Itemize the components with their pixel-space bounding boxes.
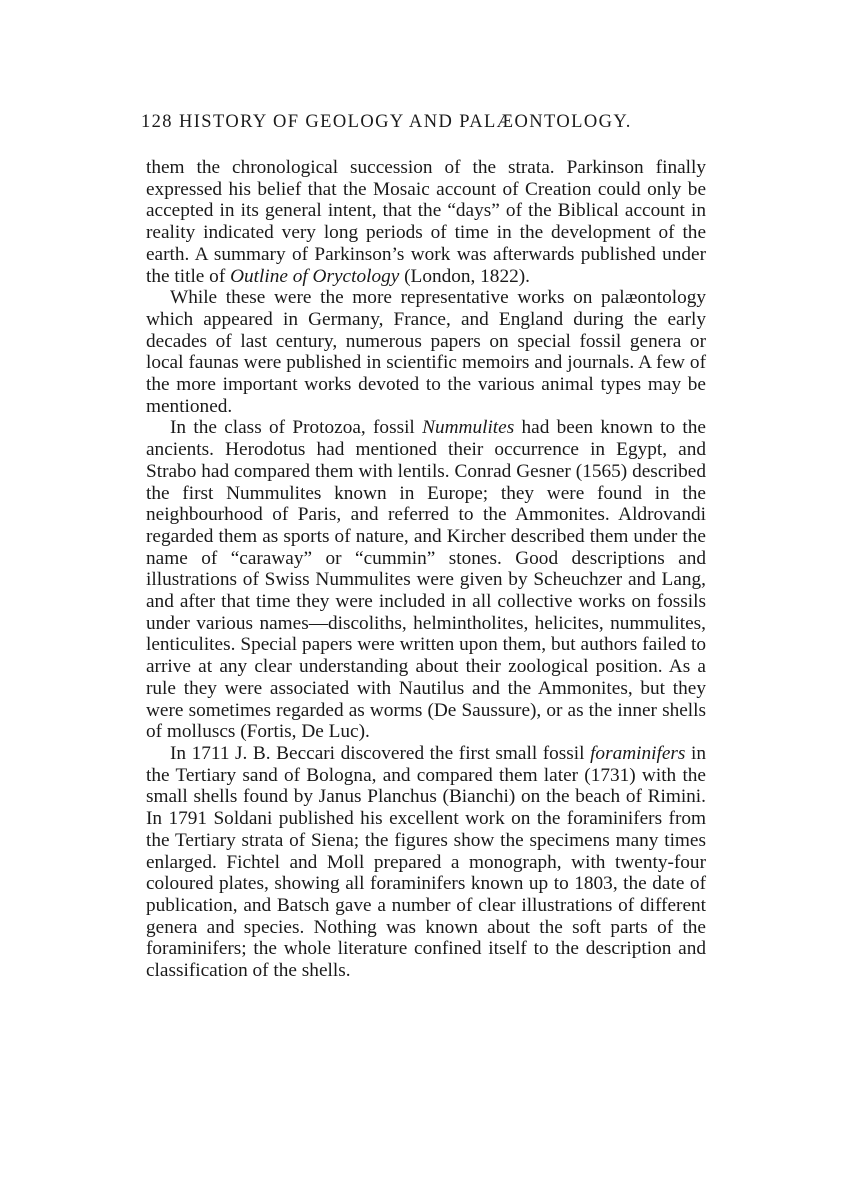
- text-segment: them the chronological succession of the strata. Parkinson finally expressed his belief that the Mosaic account of Creation could only be accepted in its general intent, that the “days” of the Biblical account in reality indicated very long periods of time in the development of the earth. A summary of Parkinson’s work was afterwards published under the title of: [146, 157, 706, 287]
- text-segment: In the class of Protozoa, fossil: [170, 417, 423, 439]
- paragraph-representative-works: [146, 287, 706, 417]
- page-number: 128: [141, 112, 173, 132]
- text-segment: While these were the more representative works on palæontology which appeared in Germany, France, and England during the early decades of last century, numerous papers on special fossil genera or local faunas were published in scientific memoirs and journals. A few of the more important works devoted to the various animal types may be mentioned.: [146, 287, 706, 417]
- text-segment: In 1711 J. B. Beccari discovered the first small fossil: [170, 742, 591, 764]
- text-segment: had been known to the ancients. Herodotus had mentioned their occurrence in Egypt, and Strabo had compared them with lentils. Conrad Gesner (1565) described the first Nummulites known in Europe; they were found in the neighbourhood of Paris, and referred to the Ammonites. Aldrovandi regarded them as sports of nature, and Kircher described them under the name of “caraway” or “cummin” stones. Good descriptions and illustrations of Swiss Nummulites were given by Scheuchzer and Lang, and after that time they were included in all collective works on fossils under various names—discoliths, helmintholites, helicites, nummulites, lenticulites. Special papers were written upon them, but authors failed to arrive at any clear understanding about their zoological position. As a rule they were associated with Nautilus and the Ammonites, but they were sometimes regarded as worms (De Saussure), or as the inner shells of molluscs (Fortis, De Luc).: [146, 417, 706, 743]
- term-italic: foraminifers: [590, 742, 686, 764]
- text-segment: in the Tertiary sand of Bologna, and compared them later (1731) with the small shells found by Janus Planchus (Bianchi) on the beach of Rimini. In 1791 Soldani published his excellent work on the foraminifers from the Tertiary strata of Siena; the figures show the specimens many times enlarged. Fichtel and Moll prepared a monograph, with twenty-four coloured plates, showing all foraminifers known up to 1803, the date of publication, and Batsch gave a number of clear illustrations of different genera and species. Nothing was known about the soft parts of the foraminifers; the whole literature confined itself to the description and classification of the shells.: [146, 742, 706, 982]
- running-head: [141, 112, 706, 133]
- body-text: [146, 157, 706, 982]
- book-title-italic: Outline of Oryctology: [230, 265, 400, 287]
- text-segment: (London, 1822).: [399, 265, 530, 287]
- genus-name-italic: Nummulites: [422, 417, 515, 439]
- paragraph-foraminifers: [146, 743, 706, 982]
- book-page: [141, 112, 706, 982]
- paragraph-continuation: [146, 157, 706, 287]
- running-title: HISTORY OF GEOLOGY AND PALÆONTOLOGY.: [178, 112, 632, 132]
- paragraph-protozoa: [146, 417, 706, 743]
